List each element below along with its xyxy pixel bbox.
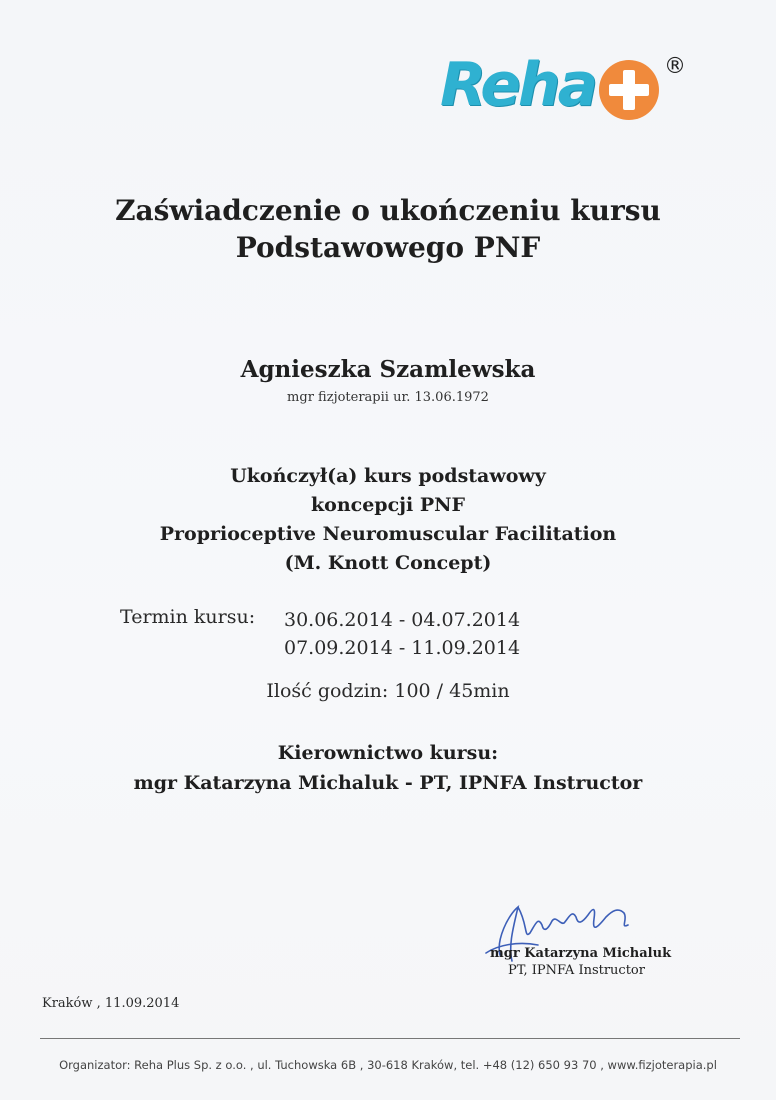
- title-line-1: Zaświadczenie o ukończeniu kursu: [115, 194, 661, 227]
- recipient-details: mgr fizjoterapii ur. 13.06.1972: [287, 390, 489, 405]
- term-label: Termin kursu:: [120, 606, 256, 628]
- management-name: mgr Katarzyna Michaluk - PT, IPNFA Instructor: [133, 772, 643, 794]
- reha-plus-logo: [440, 50, 690, 130]
- footer-divider: [40, 1038, 740, 1039]
- place-and-date: Kraków , 11.09.2014: [42, 996, 180, 1011]
- signatory-name: mgr Katarzyna Michaluk: [490, 946, 672, 961]
- course-hours: Ilość godzin: 100 / 45min: [266, 680, 510, 702]
- course-management: [0, 738, 776, 798]
- term-date-range: 07.09.2014 - 11.09.2014: [284, 637, 521, 659]
- term-date-range: 30.06.2014 - 04.07.2014: [284, 609, 521, 631]
- term-dates: [284, 606, 520, 662]
- course-line: (M. Knott Concept): [284, 552, 492, 574]
- footer-organizer: Organizator: Reha Plus Sp. z o.o. , ul. Tuchowska 6B , 30-618 Kraków, tel. +48 (12) 650 93 70 , www.fizjoterapia.pl: [59, 1058, 717, 1072]
- logo-text: Reha: [440, 50, 596, 120]
- plus-circle-icon: [597, 58, 661, 122]
- course-line: Ukończył(a) kurs podstawowy: [230, 465, 546, 487]
- course-line: Proprioceptive Neuromuscular Facilitation: [159, 523, 617, 545]
- registered-mark: ®: [664, 54, 686, 79]
- certificate-title: [0, 192, 776, 266]
- course-line: koncepcji PNF: [310, 494, 465, 516]
- signatory-role: PT, IPNFA Instructor: [508, 963, 645, 978]
- title-line-2: Podstawowego PNF: [235, 231, 541, 264]
- recipient-name: Agnieszka Szamlewska: [240, 356, 536, 383]
- course-description: [0, 462, 776, 578]
- management-label: Kierownictwo kursu:: [277, 742, 499, 764]
